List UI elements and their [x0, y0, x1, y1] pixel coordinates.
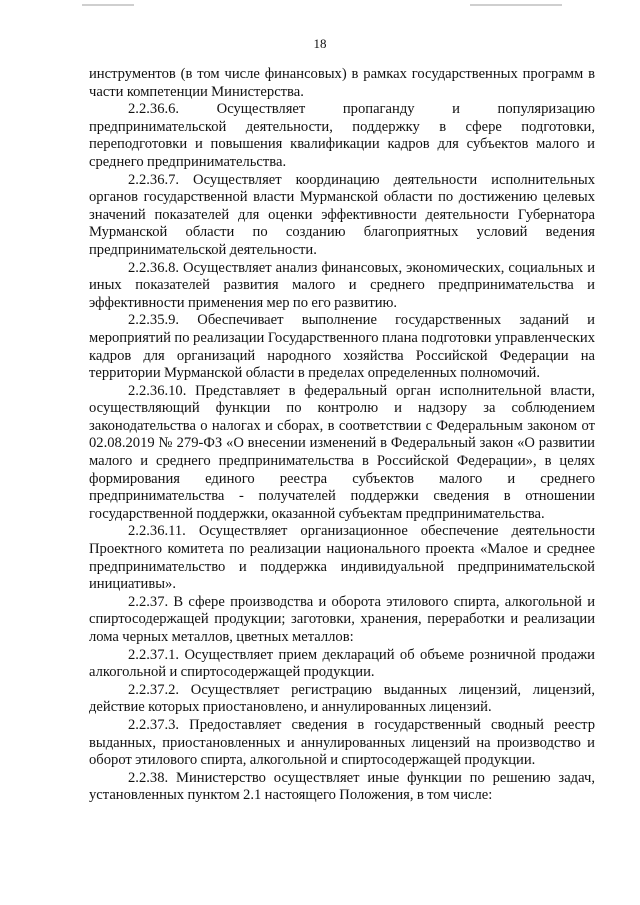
paragraph-continuation: инструментов (в том числе финансовых) в рамках государственных программ в части компетенции Министерства. [89, 66, 595, 100]
page-number: 18 [313, 36, 327, 51]
document-body [89, 66, 595, 805]
paragraph-2-2-36-8: 2.2.36.8. Осуществляет анализ финансовых, экономических, социальных и иных показателей развития малого и среднего предпринимательства и эффективности применения мер по его развитию. [89, 259, 595, 311]
paragraph-2-2-36-11: 2.2.36.11. Осуществляет организационное обеспечение деятельности Проектного комитета по реализации национального проекта «Малое и среднее предпринимательство и поддержка индивидуальной предпринимательской инициативы». [89, 523, 595, 593]
paragraph-2-2-37-1: 2.2.37.1. Осуществляет прием деклараций об объеме розничной продажи алкогольной и спиртосодержащей продукции. [89, 646, 595, 681]
paragraph-2-2-37-3: 2.2.37.3. Предоставляет сведения в государственный сводный реестр выданных, приостановленных и аннулированных лицензий на производство и оборот этилового спирта, алкогольной и спиртосодержащей продукции. [89, 716, 595, 769]
paragraph-2-2-36-10: 2.2.36.10. Представляет в федеральный орган исполнительной власти, осуществляющий функции по контролю и надзору за соблюдением законодательства о налогах и сборах, в соответствии с Федеральным законом от 02.08.2019 № 279-ФЗ «О внесении изменений в Федеральный закон «О развитии малого и среднего предпринимательства в Российской Федерации», в целях формирования единого реестра субъектов малого и среднего предпринимательства - получателей поддержки сведения в отношении государственной поддержки, оказанной субъектам предпринимательства. [89, 382, 595, 522]
paragraph-2-2-36-7: 2.2.36.7. Осуществляет координацию деятельности исполнительных органов государственной власти Мурманской области по достижению целевых значений показателей для оценки эффективности деятельности Губернатора Мурманской области по созданию благоприятных условий ведения предпринимательской деятельности. [89, 171, 595, 258]
paragraph-2-2-38: 2.2.38. Министерство осуществляет иные функции по решению задач, установленных пунктом 2.1 настоящего Положения, в том числе: [89, 769, 595, 804]
paragraph-2-2-36-6: 2.2.36.6. Осуществляет пропаганду и популяризацию предпринимательской деятельности, поддержку в сфере подготовки, переподготовки и повышения квалификации кадров для субъектов малого и среднего предпринимательства. [89, 101, 595, 170]
paragraph-2-2-37-2: 2.2.37.2. Осуществляет регистрацию выданных лицензий, лицензий, действие которых приостановлено, и аннулированных лицензий. [89, 681, 595, 716]
paragraph-2-2-35-9: 2.2.35.9. Обеспечивает выполнение государственных заданий и мероприятий по реализации Государственного плана подготовки управленческих кадров для организаций народного хозяйства Российской Федерации на территории Мурманской области в пределах определенных полномочий. [89, 312, 595, 382]
paragraph-2-2-37: 2.2.37. В сфере производства и оборота этилового спирта, алкогольной и спиртосодержащей продукции; заготовки, хранения, переработки и реализации лома черных металлов, цветных металлов: [89, 593, 595, 645]
top-rule-right [470, 4, 562, 6]
top-rule-left [82, 4, 134, 6]
